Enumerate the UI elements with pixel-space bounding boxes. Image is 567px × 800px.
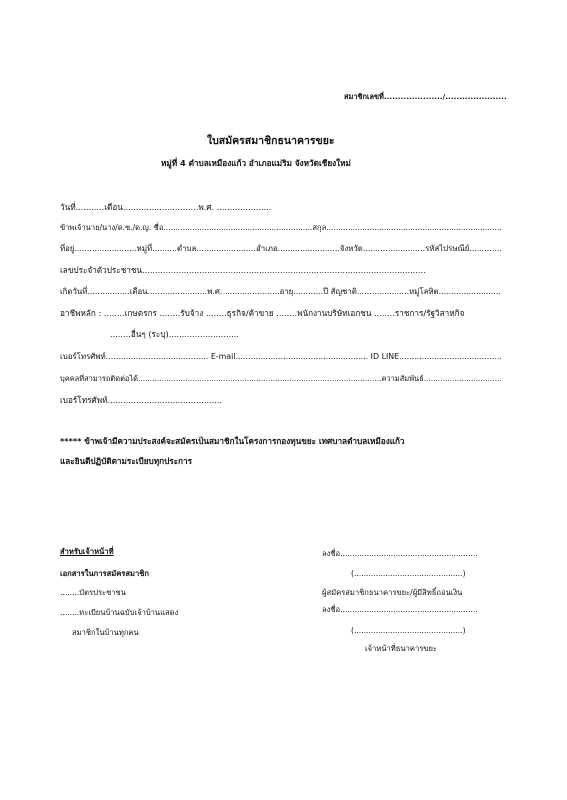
emergency-contact-line: บุคคลที่สามารถติดต่อได้.......................................................................................................ความสัมพันธ์................................. [60, 374, 502, 383]
officer-name-parentheses: (.............................................) [351, 626, 466, 635]
emergency-phone-line: เบอร์โทรศัพท์............................................ [60, 395, 223, 405]
officer-heading: สำหรับเจ้าหน้าที่ [60, 547, 114, 556]
document-item-house-registration: ........ทะเบียนบ้านฉบับเจ้าบ้านแสดง [60, 608, 179, 617]
form-subtitle: หมู่ที่ 4 ตำบลเหมืองแก้ว อำเภอแม่ริม จังหวัดเชียงใหม่ [161, 158, 351, 168]
documents-heading: เอกสารในการสมัครสมาชิก [60, 569, 150, 578]
occupation-other-line: ........อื่นๆ (ระบุ)........................... [110, 329, 239, 339]
document-item-id-card: ........บัตรประชาชน [60, 588, 126, 597]
member-number: สมาชิกเลขที่...................../...................... [344, 92, 507, 101]
name-line: ข้าพเจ้านาย/นาง/ด.ช./ด.ญ. ชื่อ..............................................................สกุล......................................................................... [60, 223, 502, 232]
contact-line: เบอร์โทรศัพท์......................................... E-mail..................................................... ID LINE......................................... [60, 352, 502, 361]
citizen-id-line: เลขประจำตัวประชาชน............................................................................................................. [60, 265, 426, 275]
applicant-signature-line: ลงชื่อ......................................................... [322, 549, 478, 558]
declaration-line-1: ***** ข้าพเจ้ามีความประสงค์จะสมัครเป็นสมาชิกในโครงการกองทุนขยะ เทศบาลตำบลเหมืองแก้ว [60, 436, 405, 446]
applicant-name-parentheses: (.............................................) [351, 569, 466, 578]
occupation-line: อาชีพหลัก : ........เกษตรกร ........รับจ้าง ........ธุรกิจ/ค้าขาย ........พนักงานบริษัทเอกชน ........ราชการ/รัฐวิสาหกิจ [60, 308, 465, 318]
date-line: วันที่...........เดือน.............................พ.ศ. ..................... [60, 202, 272, 212]
form-title: ใบสมัครสมาชิกธนาคารขยะ [207, 135, 335, 147]
document-item-house-registration-cont: สมาชิกในบ้านทุกคน [72, 628, 139, 637]
officer-signature-line: ลงชื่อ......................................................... [322, 605, 478, 614]
officer-role: เจ้าหน้าที่ธนาคารขยะ [365, 644, 438, 653]
address-line: ที่อยู่.........................หมู่ที่..........ตำบล........................อำเภอ.........................จังหวัด.........................รหัสไปรษณีย์............. [60, 244, 502, 253]
applicant-role: ผู้สมัครสมาชิกธนาคารขยะ/ผู้มีสิทธิ์ถอนเงิน [322, 588, 463, 597]
birth-line: เกิดวันที่.................เดือน........................พ.ศ. ......................อายุ............ปี สัญชาติ.....................หมู่โลหิต......................... [60, 287, 501, 296]
declaration-line-2: และยินดีปฏิบัติตามระเบียบทุกประการ [60, 456, 193, 466]
